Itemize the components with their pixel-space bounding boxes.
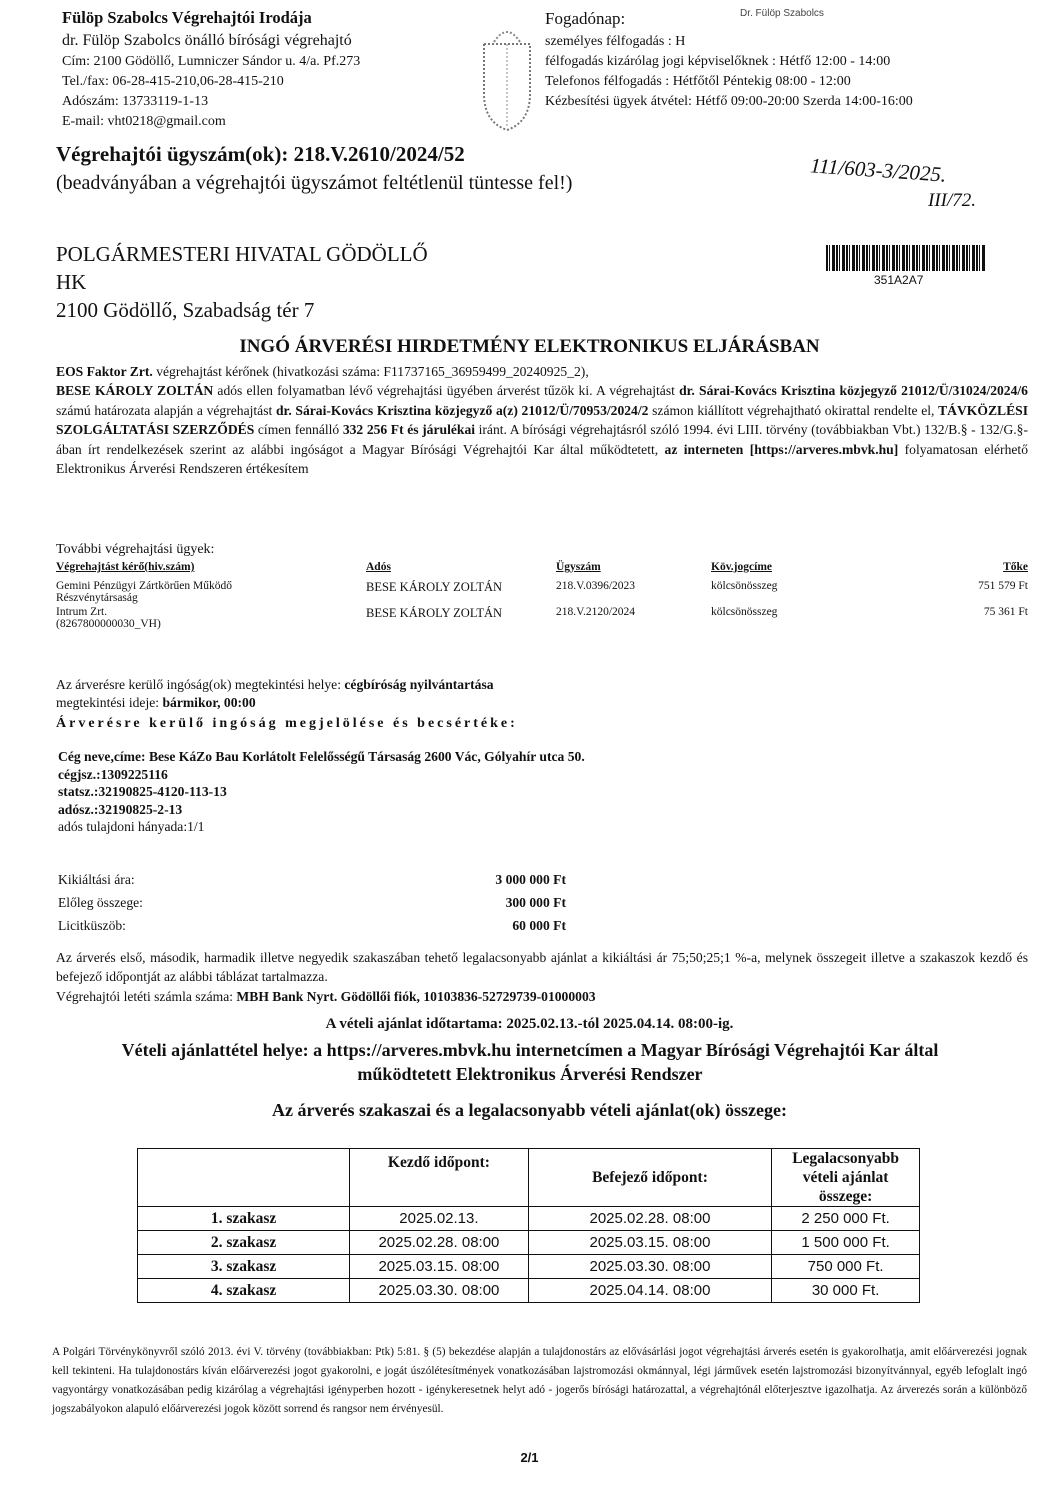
case-creditor: Intrum Zrt. [56,606,108,618]
price-value: 60 000 Ft [512,918,566,933]
viewing-place-label: Az árverésre kerülő ingóság(ok) megtekintési helye: [56,677,345,692]
stage-start: 2025.02.13. [350,1207,529,1231]
reception-line: félfogadás kizárólag jogi képviselőknek : Hétfő 12:00 - 14:00 [545,54,891,69]
case-creditor: Részvénytársaság [56,592,138,604]
item-line: adósz.:32190825-2-13 [58,801,183,817]
price-value: 3 000 000 Ft [495,872,566,887]
price-value: 300 000 Ft [505,895,566,910]
office-name: Fülöp Szabolcs Végrehajtói Irodája [62,8,312,27]
other-cases-title: További végrehajtási ügyek: [56,542,215,557]
auction-stages-table [137,1148,920,1303]
case-number-cell: 218.V.0396/2023 [556,580,636,592]
stage-end: 2025.04.14. 08:00 [528,1279,771,1303]
creditor: EOS Faktor Zrt. [56,364,153,379]
reception-hours [545,6,913,112]
viewing-place: cégbíróság nyilvántartása [344,677,494,692]
page-number: 2/1 [520,1450,539,1465]
table-row [138,1207,920,1231]
stages-col-header: Kezdő időpont: [350,1149,529,1207]
table-title: Az árverés szakaszai és a legalacsonyabb vételi ajánlat(ok) összege: [272,1100,787,1120]
debtor: BESE KÁROLY ZOLTÁN [56,383,214,399]
handwritten-registration-2: III/72. [928,190,977,211]
stages-description: Az árverés első, második, harmadik illetve negyedik szakaszában tehető legalacsonyabb ajánlat a kikiáltási ár 75;50;25;1 %-a, melynek összegeit illetve a szakaszok kezdő és befejező időpontját az alábbi táblázat tartalmazza. [56,950,1028,985]
case-amount: 751 579 Ft [978,580,1028,592]
case-note: (beadványában a végrehajtói ügyszámot feltétlenül tüntesse fel!) [56,172,573,194]
reception-line: Telefonos félfogadás : Hétfőtől Péntekig 08:00 - 12:00 [545,74,851,89]
stage-start: 2025.02.28. 08:00 [350,1231,529,1255]
item-details [58,748,585,836]
table-row [138,1279,920,1303]
auction-url: az interneten [https://arveres.mbvk.hu] [664,441,899,457]
item-line: adós tulajdoni hányada:1/1 [58,819,205,834]
reception-line: Kézbesítési ügyek átvétel: Hétfő 09:00-20:00 Szerda 14:00-16:00 [545,94,913,109]
stages-text [56,948,1028,1006]
case-number-cell: 218.V.2120/2024 [556,606,636,618]
prices [58,872,566,941]
table-row [138,1255,920,1279]
case-debtor: BESE KÁROLY ZOLTÁN [366,606,503,620]
stage-end: 2025.03.15. 08:00 [528,1231,771,1255]
intro-text: folyamatosan elérhető Elektronikus Árverési Rendszeren értékesítem [56,441,1028,477]
barcode-code: 351A2A7 [874,273,924,287]
recipient [56,240,428,324]
stage-start: 2025.03.15. 08:00 [350,1255,529,1279]
item-heading: Árverésre kerülő ingóság megjelölése és becsértéke: [56,716,518,731]
price-label: Előleg összege: [58,895,143,910]
recipient-name: POLGÁRMESTERI HIVATAL GÖDÖLLŐ [56,242,428,266]
case-debtor: BESE KÁROLY ZOLTÁN [366,580,503,594]
case-number: Végrehajtói ügyszám(ok): 218.V.2610/2024/52 [56,142,465,166]
item-line: cégjsz.:1309225116 [58,766,168,782]
stage-min-offer: 1 500 000 Ft. [772,1231,920,1255]
footer-legal-text: A Polgári Törvénykönyvről szóló 2013. évi V. törvény (továbbiakban: Ptk) 5:81. § (5) bekezdése alapján a tulajdonostárs az elővásárlási jogot végrehajtási árverés esetén is gyakorolhatja, amit előárverezési jognak kell tekinteni. Ha tulajdonostárs kíván előárverezési jogot gyakorolni, e jogát úszólétesítmények vonatkozásában lajstromozási okmánnyal, légi járművek esetén lajstromozási bizonyítvánnyal, egyéb lefoglalt ingó vagyontárgy vonatkozásában pedig kizárólag a végrehajtási igényperben hozott - igénykeresetnek helyt adó - jogerős bírósági határozattal, a végrehajtónál előterjesztve igazolhatja. Az árverezés során a különböző jogszabályokon alapuló előárverezési jogok között sorrend és rangsor nem érvényesül. [52,1346,1027,1415]
offer-place: Vételi ajánlattétel helye: a https://arveres.mbvk.hu internetcímen a Magyar Bírósági Végrehajtói Kar által működtetett Elektronikus Árverési Rendszer [121,1040,939,1084]
stage-name: 3. szakasz [138,1255,350,1279]
recipient-line2: HK [56,270,87,294]
viewing-time-label: megtekintési ideje: [56,695,163,710]
stage-end: 2025.03.30. 08:00 [528,1255,771,1279]
stages-col-header [138,1149,350,1207]
item-line: statsz.:32190825-4120-113-13 [58,784,227,799]
item-line: Cég neve,címe: Bese KáZo Bau Korlátolt Felelősségű Társaság 2600 Vác, Gólyahír utca 50. [58,749,585,764]
case-creditor: Gemini Pénzügyi Zártkörűen Működő [56,580,232,592]
stage-min-offer: 2 250 000 Ft. [772,1207,920,1231]
stages-col-header: Legalacsonyabb vételi ajánlat összege: [772,1149,920,1207]
col-header: Köv.jogcíme [711,561,772,573]
col-header: Adós [366,561,391,573]
intro-text: végrehajtást kérőnek (hivatkozási száma: F11737165_36959499_20240925_2), [152,364,589,379]
bailiff-name: dr. Fülöp Szabolcs önálló bírósági végrehajtó [62,32,352,49]
intro-bold: TÁVKÖZLÉSI SZOLGÁLTATÁSI SZERZŐDÉS [56,402,1028,438]
stage-start: 2025.03.30. 08:00 [350,1279,529,1303]
price-label: Licitküszöb: [58,918,126,933]
other-cases-table [56,560,1028,631]
intro-text: számú határozata alapján a végrehajtást [56,402,276,418]
price-row [58,918,566,941]
table-row [138,1231,920,1255]
office-tax-id: Adószám: 13733119-1-13 [62,94,209,109]
case-title: kölcsönösszeg [711,580,778,592]
office-header [62,6,360,132]
handwritten-registration: 111/603-3/2025. [809,153,948,187]
price-label: Kikiáltási ára: [58,872,135,887]
document-title: INGÓ ÁRVERÉSI HIRDETMÉNY ELEKTRONIKUS ELJÁRÁSBAN [239,336,820,357]
stage-min-offer: 750 000 Ft. [772,1255,920,1279]
col-header: Végrehajtást kérő(hiv.szám) [56,561,195,573]
price-row [58,895,566,918]
col-header: Ügyszám [556,561,601,573]
office-email: E-mail: vht0218@gmail.com [62,114,226,129]
stage-name: 4. szakasz [138,1279,350,1303]
stages-col-header: Befejező időpont: [528,1149,771,1207]
reception-title: Fogadónap: [545,9,626,28]
barcode [826,245,986,271]
case-title: kölcsönösszeg [711,606,778,618]
claim-amount: 332 256 Ft és járulékai [342,422,476,438]
account-number: MBH Bank Nyrt. Gödöllői fiók, 10103836-52729739-01000003 [236,988,596,1004]
stage-end: 2025.02.28. 08:00 [528,1207,771,1231]
office-address: Cím: 2100 Gödöllő, Lumniczer Sándor u. 4/a. Pf.273 [62,54,361,69]
viewing-info [56,676,494,712]
table-row [56,574,1028,605]
intro-text: iránt. A bírósági végrehajtásról szóló 1994. évi LIII. törvény (továbbiakban Vbt.) 132/B.§ - 132/G.§-ában írt rendelkezések szerint az alábbi ingóságot a Magyar Bírósági Végrehajtói Kar által működtetett, [56,422,1028,457]
stage-min-offer: 30 000 Ft. [772,1279,920,1303]
case-creditor: (8267800000030_VH) [56,618,161,630]
intro-text: adós ellen folyamatban lévő végrehajtási ügyében árverést tűzök ki. A végrehajtást [213,383,680,399]
offer-period: A vételi ajánlat időtartama: 2025.02.13.-tól 2025.04.14. 08:00-ig. [325,1016,734,1032]
intro-paragraph [56,362,1028,478]
stage-name: 2. szakasz [138,1231,350,1255]
other-cases [56,542,1028,631]
account-label: Végrehajtói letéti számla száma: [56,988,237,1004]
intro-text: számon kiállított végrehajtható okirattal rendelte el, [648,402,939,418]
table-row [56,605,1028,631]
col-header: Tőke [1003,561,1028,573]
case-amount: 75 361 Ft [983,606,1028,618]
coat-of-arms-icon [478,14,536,132]
intro-bold: dr. Sárai-Kovács Krisztina közjegyző a(z) 21012/Ü/70953/2024/2 [275,402,649,418]
intro-text: címen fennálló [254,422,343,438]
price-row [58,872,566,895]
stamp-text: Dr. Fülöp Szabolcs [740,8,824,19]
stage-name: 1. szakasz [138,1207,350,1231]
reception-line: személyes félfogadás : H [545,34,686,49]
viewing-time: bármikor, 00:00 [162,695,256,710]
office-phone: Tel./fax: 06-28-415-210,06-28-415-210 [62,74,284,89]
intro-bold: dr. Sárai-Kovács Krisztina közjegyző 21012/Ü/31024/2024/6 [679,383,1028,399]
recipient-address: 2100 Gödöllő, Szabadság tér 7 [56,298,315,322]
